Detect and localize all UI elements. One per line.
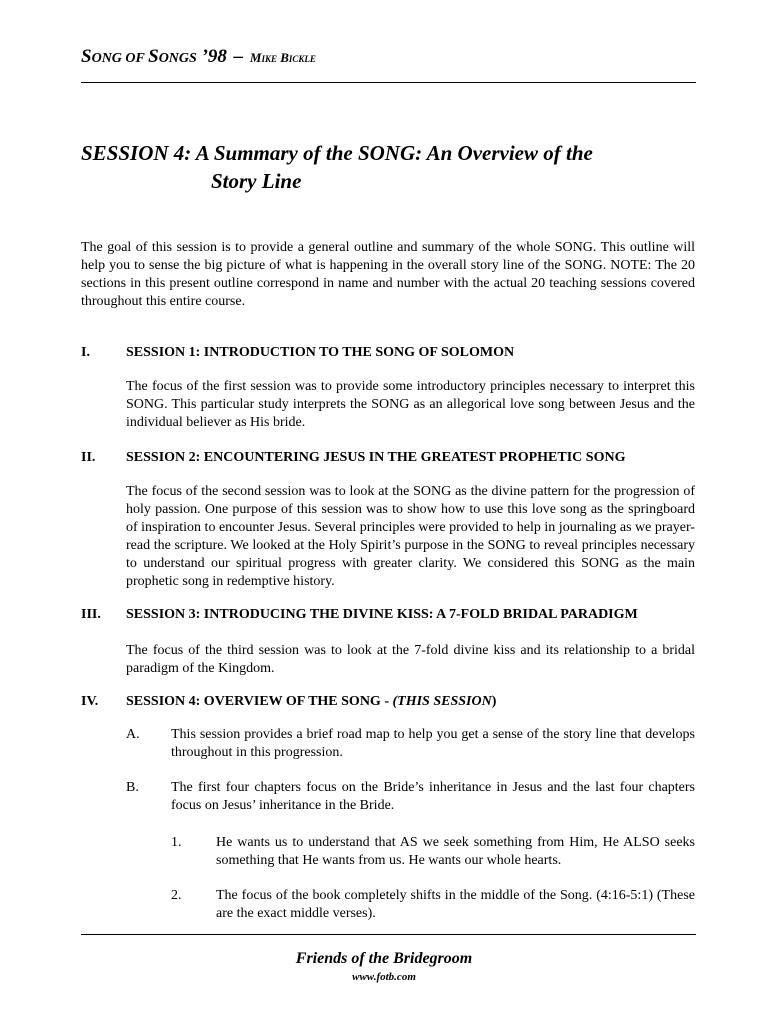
title-line-2: Story Line <box>211 169 302 193</box>
section-title-close: ) <box>491 694 497 709</box>
section-title: SESSION 1: INTRODUCTION TO THE SONG OF SOLOMON <box>126 345 515 360</box>
subpoint-b <box>126 779 695 815</box>
footer-title: Friends of the Bridegroom <box>295 950 473 967</box>
running-header <box>81 46 316 68</box>
numbered-point-1 <box>171 834 695 870</box>
subpoint-text: The first four chapters focus on the Bride’s inheritance in Jesus and the last four chapters focus on Jesus’ inheritance in the Bride. <box>171 780 695 813</box>
numbered-text: He wants us to understand that AS we seek something from Him, He ALSO seeks something that He wants from us. He wants our whole hearts. <box>216 835 695 868</box>
section-heading-1 <box>81 345 514 361</box>
section-title-italic: (THIS SESSION <box>392 694 492 709</box>
section-body-1: The focus of the first session was to provide some introductory principles necessary to interpret this SONG. This particular study interprets the SONG as an allegorical love song between Jesus and the individual believer as His bride. <box>126 379 695 430</box>
numbered-point-2 <box>171 887 695 923</box>
subpoint-a <box>126 726 695 762</box>
header-title-smallcaps: ONG OF <box>91 51 149 66</box>
section-body-3: The focus of the third session was to look at the 7-fold divine kiss and its relationship to a bridal paradigm of the Kingdom. <box>126 643 695 676</box>
section-number: IV. <box>81 694 99 709</box>
header-title-initial-2: S <box>148 46 159 67</box>
section-body-2: The focus of the second session was to look at the SONG as the divine pattern for the progression of holy passion. One purpose of this session was to show how to use this love song as the springboard of inspiration to encounter Jesus. Several principles were provided to help in journaling as we prayer-read the scripture. We looked at the Holy Spirit’s purpose in the SONG to reveal principles necessary to understand our spiritual progress with greater clarity. We considered this SONG as the main prophetic song in redemptive history. <box>126 484 695 589</box>
header-title-smallcaps-2: ONGS <box>158 51 197 66</box>
section-heading-2 <box>81 450 625 466</box>
header-author: Mike Bickle <box>249 50 316 65</box>
numbered-text: The focus of the book completely shifts in the middle of the Song. (4:16-5:1) (These are the exact middle verses). <box>216 888 695 921</box>
section-title: SESSION 4: OVERVIEW OF THE SONG - <box>126 694 393 709</box>
header-dash: – <box>233 46 244 67</box>
header-divider <box>81 82 696 83</box>
footer-divider <box>81 934 696 935</box>
subpoint-label: B. <box>126 780 139 795</box>
intro-paragraph: The goal of this session is to provide a general outline and summary of the whole SONG. This outline will help you to sense the big picture of what is happening in the overall story line of the SONG. NOTE: The 20 sections in this present outline correspond in name and number with the actual 20 teaching sessions covered throughout this entire course. <box>81 240 695 309</box>
header-title-year: ’98 <box>196 46 227 67</box>
footer-url: www.fotb.com <box>352 971 416 983</box>
numbered-label: 1. <box>171 835 182 850</box>
subpoint-label: A. <box>126 727 140 742</box>
section-number: II. <box>81 450 96 465</box>
header-title-initial: S <box>81 46 92 67</box>
section-number: I. <box>81 345 90 360</box>
numbered-label: 2. <box>171 888 182 903</box>
title-line-1: SESSION 4: A Summary of the SONG: An Overview of the <box>81 141 593 165</box>
subpoint-text: This session provides a brief road map to help you get a sense of the story line that develops throughout in this progression. <box>171 727 695 760</box>
section-number: III. <box>81 607 101 622</box>
section-heading-3 <box>81 607 638 623</box>
section-title: SESSION 2: ENCOUNTERING JESUS IN THE GREATEST PROPHETIC SONG <box>126 450 626 465</box>
section-title: SESSION 3: INTRODUCING THE DIVINE KISS: A 7-FOLD BRIDAL PARADIGM <box>126 607 638 622</box>
page-title <box>81 139 701 195</box>
section-heading-4 <box>81 694 496 710</box>
